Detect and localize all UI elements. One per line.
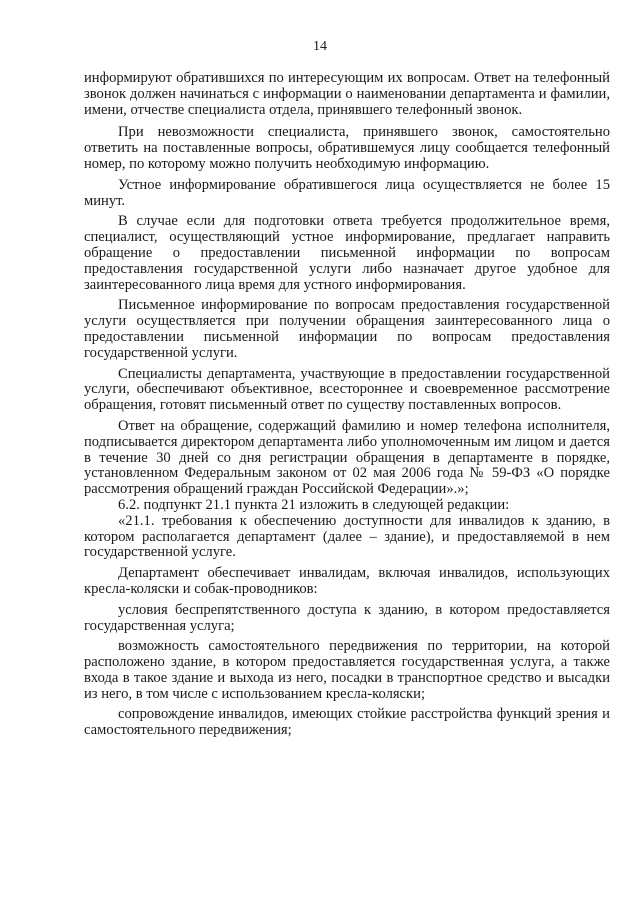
document-body [84,71,610,739]
paragraph: условия беспрепятственного доступа к зданию, в котором предоставляется государственная услуга; [84,601,610,634]
paragraph: Ответ на обращение, содержащий фамилию и номер телефона исполнителя, подписывается директором департамента либо уполномоченным им лицом и дается в течение 30 дней со дня регистрации обращения в департаменте в порядке, установленном Федеральным законом от 02 мая 2006 года № 59-ФЗ «О порядке рассмотрения обращений граждан Российской Федерации».»; [84,417,610,498]
paragraph: Специалисты департамента, участвующие в предоставлении государственной услуги, обеспечивают объективное, всестороннее и своевременное рассмотрение обращения, готовят письменный ответ по существу поставленных вопросов. [84,365,610,414]
paragraph: При невозможности специалиста, принявшего звонок, самостоятельно ответить на поставленные вопросы, обратившемуся лицу сообщается телефонный номер, по которому можно получить необходимую информацию. [84,124,610,172]
paragraph: 6.2. подпункт 21.1 пункта 21 изложить в следующей редакции: [118,496,510,513]
paragraph: «21.1. требования к обеспечению доступности для инвалидов к зданию, в котором располагается департамент (далее – здание), и предоставляемой в нем государственной услуге. [84,512,610,561]
paragraph: сопровождение инвалидов, имеющих стойкие расстройства функций зрения и самостоятельного передвижения; [84,706,610,739]
paragraph: Письменное информирование по вопросам предоставления государственной услуги осуществляется при получении обращения заинтересованного лица о предоставлении письменной информации по вопросам предоставления государственной услуги. [84,297,610,361]
page-number: 14 [313,39,327,54]
paragraph: Устное информирование обратившегося лица осуществляется не более 15 минут. [84,176,610,209]
paragraph: возможность самостоятельного передвижения по территории, на которой расположено здание, в котором предоставляется государственная услуга, а также входа в такое здание и выхода из него, посадки в транспортное средство и высадки из него, в том числе с использованием кресла-коляски; [84,638,610,702]
paragraph: В случае если для подготовки ответа требуется продолжительное время, специалист, осуществляющий устное информирование, предлагает направить обращение о предоставлении письменной информации по вопросам предоставления государственной услуги либо назначает другое удобное для заинтересованного лица время для устного информирования. [84,213,610,293]
paragraph: Департамент обеспечивает инвалидам, включая инвалидов, использующих кресла-коляски и собак-проводников: [84,565,610,597]
paragraph: информируют обратившихся по интересующим их вопросам. Ответ на телефонный звонок должен начинаться с информации о наименовании департамента и фамилии, имени, отчестве специалиста отдела, принявшего телефонный звонок. [84,70,610,118]
